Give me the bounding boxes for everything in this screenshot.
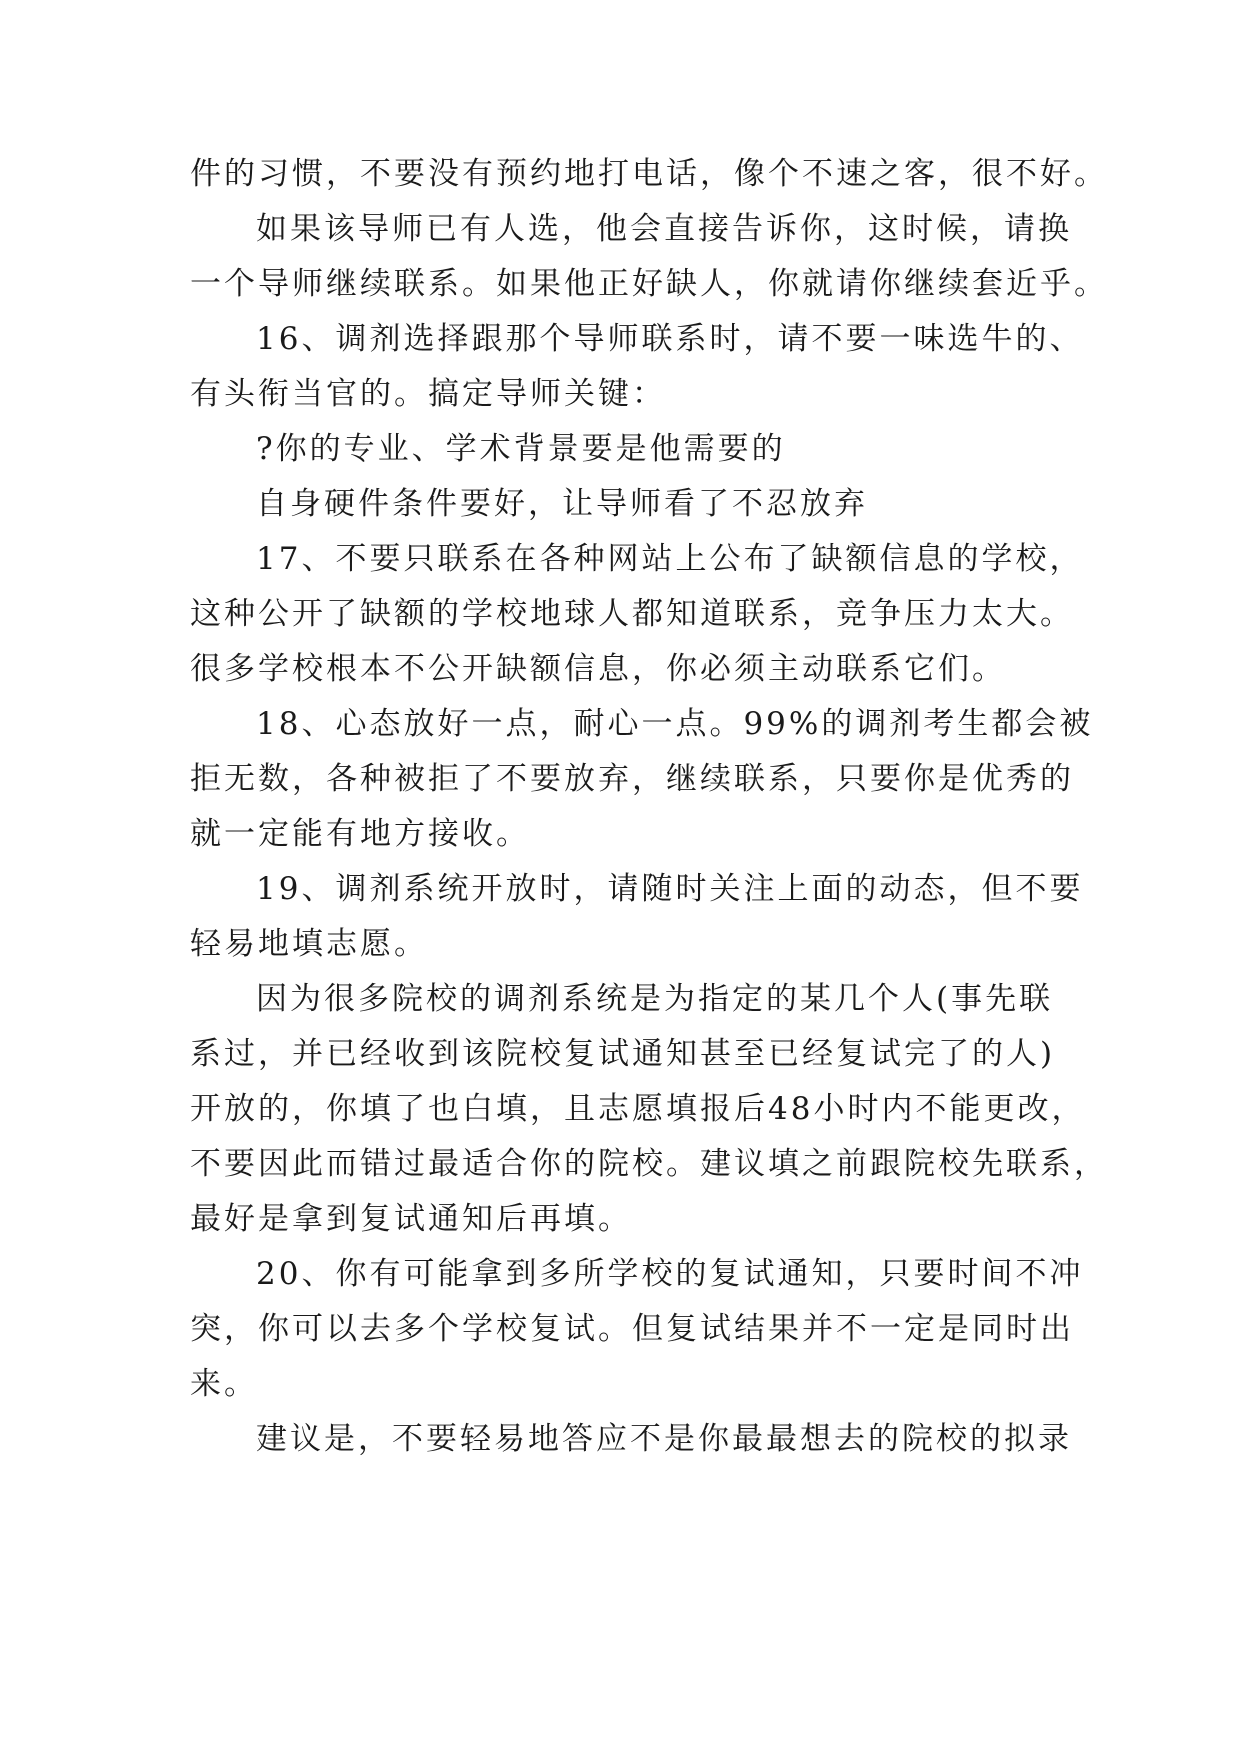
text-line: 轻易地填志愿。 (190, 926, 428, 962)
text-line: 19、调剂系统开放时，请随时关注上面的动态，但不要 (256, 871, 1084, 907)
text-line: 最好是拿到复试通知后再填。 (190, 1201, 632, 1237)
text-line: 20、你有可能拿到多所学校的复试通知，只要时间不冲 (256, 1256, 1084, 1292)
text-line: 自身硬件条件要好，让导师看了不忍放弃 (256, 486, 868, 522)
text-line: 一个导师继续联系。如果他正好缺人，你就请你继续套近乎。 (190, 266, 1108, 302)
text-line: 很多学校根本不公开缺额信息，你必须主动联系它们。 (190, 651, 1006, 687)
text-line: 不要因此而错过最适合你的院校。建议填之前跟院校先联系， (190, 1146, 1108, 1182)
text-line: 因为很多院校的调剂系统是为指定的某几个人(事先联 (256, 981, 1054, 1017)
text-line: 开放的，你填了也白填，且志愿填报后48小时内不能更改， (190, 1091, 1086, 1127)
text-line: 有头衔当官的。搞定导师关键： (190, 376, 666, 412)
text-line: 就一定能有地方接收。 (190, 816, 530, 852)
text-line: ?你的专业、学术背景要是他需要的 (256, 431, 786, 467)
text-line: 16、调剂选择跟那个导师联系时，请不要一味选牛的、 (256, 321, 1084, 357)
text-line: 系过，并已经收到该院校复试通知甚至已经复试完了的人) (190, 1036, 1056, 1072)
text-line: 这种公开了缺额的学校地球人都知道联系，竞争压力太大。 (190, 596, 1074, 632)
text-line: 建议是，不要轻易地答应不是你最最想去的院校的拟录 (256, 1421, 1072, 1457)
text-line: 件的习惯，不要没有预约地打电话，像个不速之客，很不好。 (190, 156, 1108, 192)
text-line: 如果该导师已有人选，他会直接告诉你，这时候，请换 (256, 211, 1072, 247)
text-line: 来。 (190, 1366, 258, 1402)
text-line: 17、不要只联系在各种网站上公布了缺额信息的学校， (256, 541, 1084, 577)
text-line: 拒无数，各种被拒了不要放弃，继续联系，只要你是优秀的 (190, 761, 1074, 797)
text-line: 18、心态放好一点，耐心一点。99%的调剂考生都会被 (256, 706, 1094, 742)
text-line: 突，你可以去多个学校复试。但复试结果并不一定是同时出 (190, 1311, 1074, 1347)
